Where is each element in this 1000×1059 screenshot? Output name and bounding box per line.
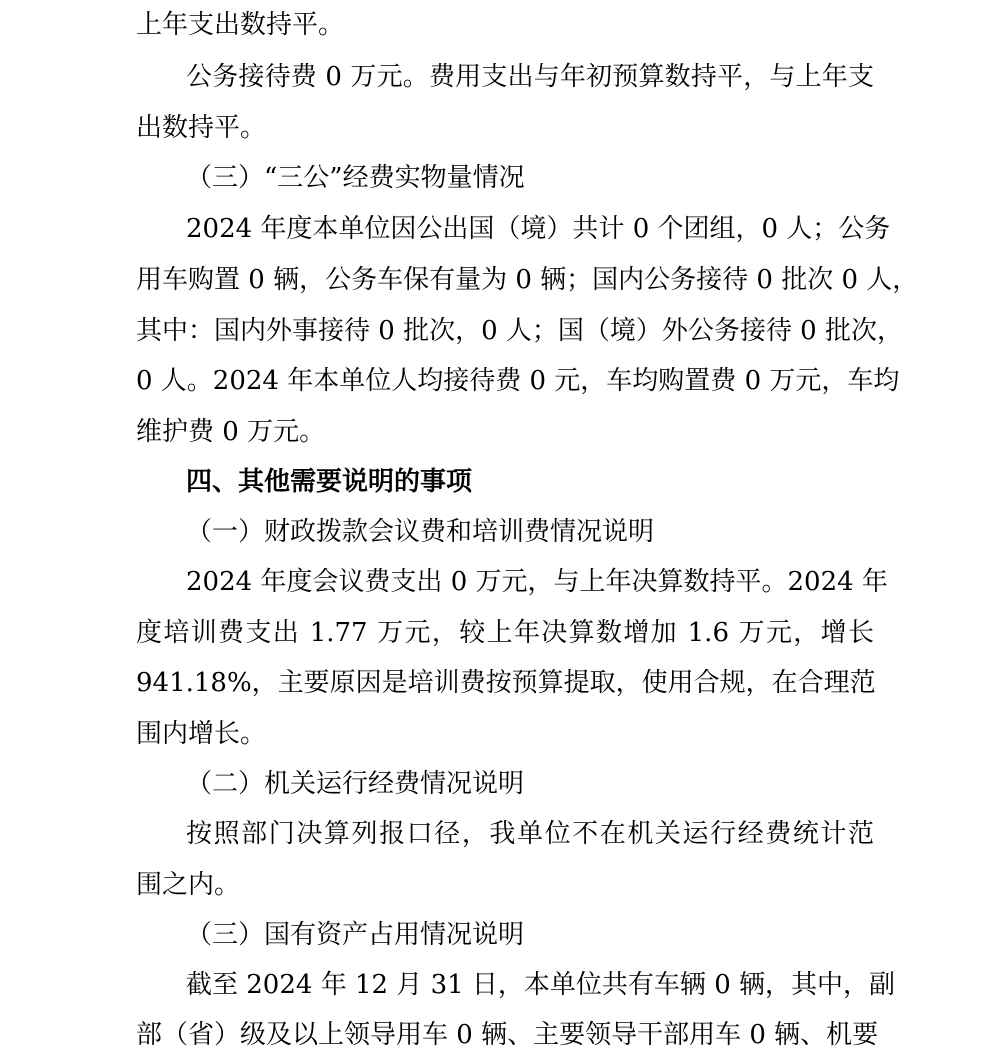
- subsection-heading: （三）国有资产占用情况说明: [186, 920, 525, 950]
- subsection-heading: （二）机关运行经费情况说明: [186, 769, 525, 799]
- subsection-heading: （一）财政拨款会议费和培训费情况说明: [186, 517, 655, 547]
- text-line: 用车购置 0 辆，公务车保有量为 0 辆；国内公务接待 0 批次 0 人，: [136, 265, 919, 295]
- text-line: 按照部门决算列报口径，我单位不在机关运行经费统计范: [186, 819, 874, 849]
- text-line: 0 人。2024 年本单位人均接待费 0 元，车均购置费 0 万元，车均: [136, 366, 900, 396]
- text-line: 截至 2024 年 12 月 31 日，本单位共有车辆 0 辆，其中，副: [186, 970, 895, 1000]
- text-line: 围内增长。: [136, 719, 267, 749]
- section-heading: （三）“三公”经费实物量情况: [186, 163, 525, 193]
- text-line: 上年支出数持平。: [136, 10, 345, 40]
- section-heading-bold: 四、其他需要说明的事项: [186, 467, 473, 497]
- text-line: 维护费 0 万元。: [136, 417, 326, 447]
- text-line: 941.18%，主要原因是培训费按预算提取，使用合规，在合理范: [136, 668, 876, 698]
- text-line: 公务接待费 0 万元。费用支出与年初预算数持平，与上年支: [186, 62, 874, 92]
- text-line: 2024 年度会议费支出 0 万元，与上年决算数持平。2024 年: [186, 567, 888, 597]
- text-line: 出数持平。: [136, 113, 267, 143]
- text-line: 部（省）级及以上领导用车 0 辆、主要领导干部用车 0 辆、机要: [136, 1020, 879, 1050]
- text-line: 其中：国内外事接待 0 批次，0 人；国（境）外公务接待 0 批次，: [136, 316, 903, 346]
- text-line: 围之内。: [136, 870, 241, 900]
- text-line: 度培训费支出 1.77 万元，较上年决算数增加 1.6 万元，增长: [136, 618, 874, 648]
- text-line: 2024 年度本单位因公出国（境）共计 0 个团组，0 人；公务: [186, 214, 891, 244]
